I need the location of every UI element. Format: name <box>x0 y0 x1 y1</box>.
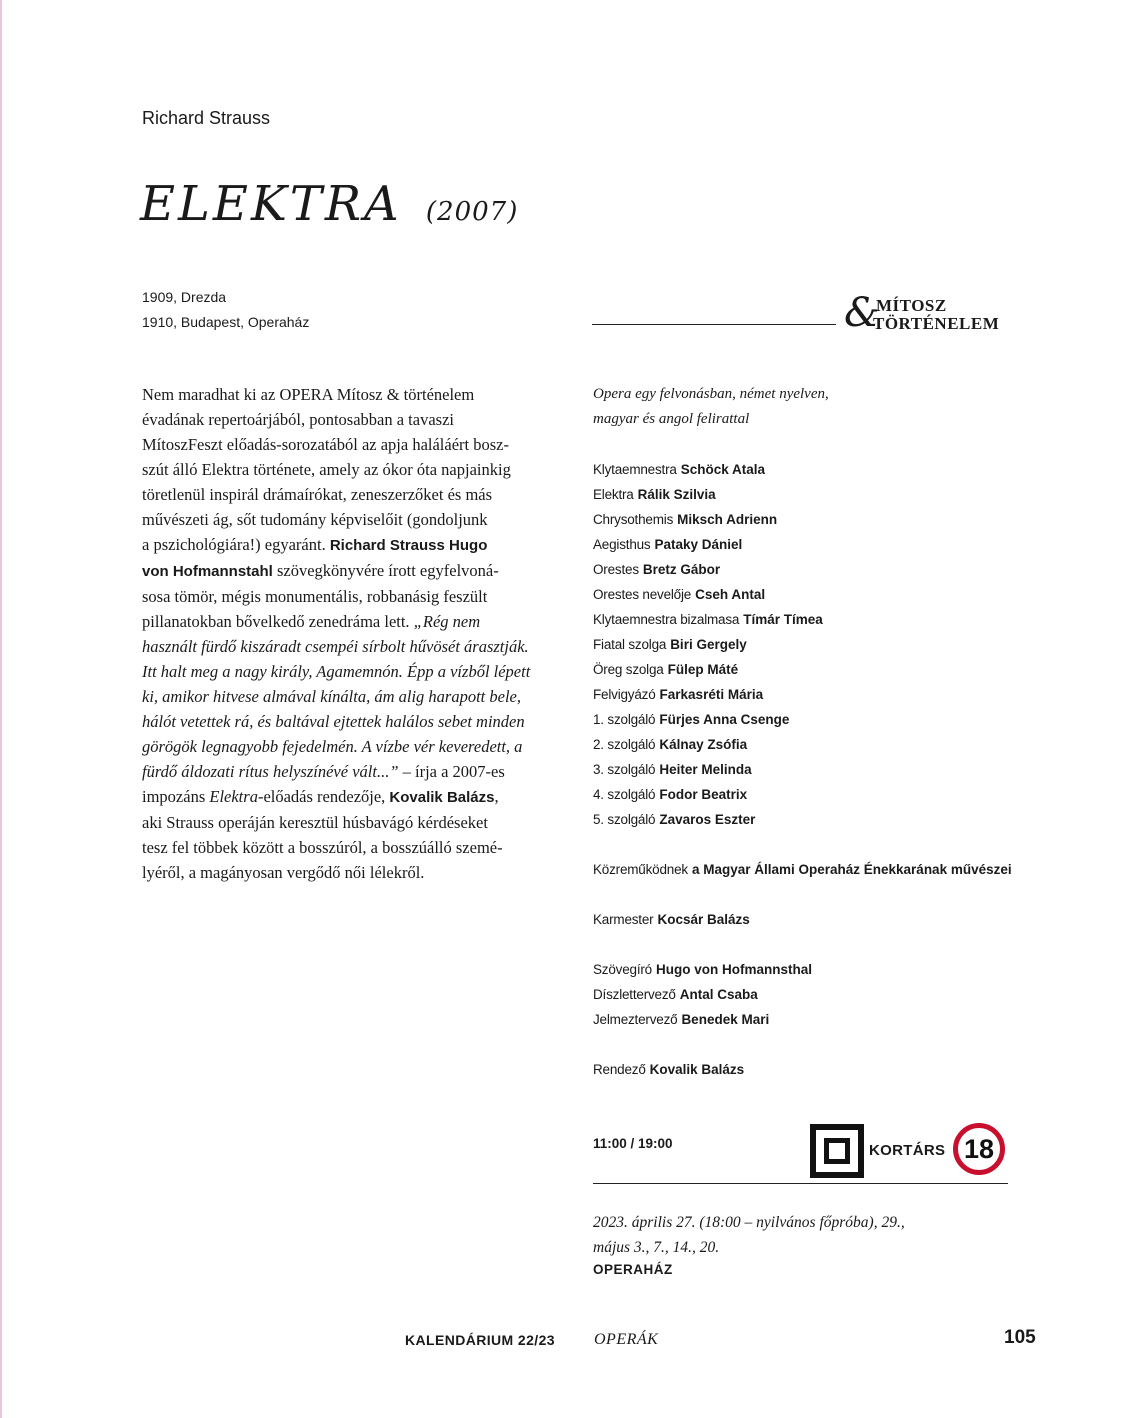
credit-role: Rendező <box>593 1062 646 1077</box>
cast-entry <box>593 482 823 507</box>
cast-role: Fiatal szolga <box>593 637 667 652</box>
credit-name: Kocsár Balázs <box>657 912 750 927</box>
cast-role: Öreg szolga <box>593 662 664 677</box>
cast-name: Biri Gergely <box>670 637 747 652</box>
premiere-line: 1909, Drezda <box>142 289 227 305</box>
cast-list <box>593 457 823 832</box>
credit-name: Hugo von Hofmannsthal <box>655 962 812 977</box>
cast-entry <box>593 557 823 582</box>
cast-role: Elektra <box>593 487 634 502</box>
cast-name: Schöck Atala <box>680 462 765 477</box>
intro-quote: „Rég nem <box>413 612 481 631</box>
intro-line: töretlenül inspirál drámaírókat, zeneszerzőket és más <box>142 485 493 504</box>
cast-role: 5. szolgáló <box>593 812 656 827</box>
divider-line <box>592 324 836 325</box>
cast-role: Klytaemnestra <box>593 462 677 477</box>
credit-role: Közreműködnek <box>593 862 688 877</box>
kortars-square-inner <box>824 1138 850 1164</box>
intro-line: évadának repertoárjából, pontosabban a tavaszi <box>142 410 454 429</box>
cast-role: 3. szolgáló <box>593 762 656 777</box>
cast-role: Klytaemnestra bizalmasa <box>593 612 740 627</box>
intro-line: sosa tömör, mégis monumentális, robbanásig feszült <box>142 587 488 606</box>
credit-entry <box>593 907 750 932</box>
intro-quote-line: hálót vetettek rá, és baltával ejtettek halálos sebet minden <box>142 712 525 731</box>
footer-section: OPERÁK <box>594 1331 659 1348</box>
intro-text-run: impozáns <box>142 787 210 806</box>
cast-entry <box>593 582 823 607</box>
intro-text-run: -előadás rendezője, <box>257 787 390 806</box>
premiere-line: 1910, Budapest, Operaház <box>142 314 310 330</box>
intro-line <box>142 609 552 634</box>
cast-name: Zavaros Eszter <box>659 812 756 827</box>
composer-name: Richard Strauss <box>142 108 271 128</box>
cast-entry <box>593 807 823 832</box>
credit-name: Benedek Mari <box>681 1012 770 1027</box>
cast-name: Kálnay Zsófia <box>659 737 748 752</box>
title-text: ELEKTRA <box>140 176 402 232</box>
performance-dates <box>593 1210 905 1260</box>
credit-name: a Magyar Állami Operaház Énekkarának művészei <box>691 862 1012 877</box>
intro-line: MítoszFeszt előadás-sorozatából az apja haláláért bosz- <box>142 435 509 454</box>
cast-entry <box>593 782 823 807</box>
conductor-credit <box>593 907 750 932</box>
intro-text-run: – írja a 2007-es <box>398 762 505 781</box>
intro-quote: fürdő áldozati rítus helyszínévé vált...” <box>142 762 399 781</box>
credit-role: Karmester <box>593 912 654 927</box>
cast-name: Rálik Szilvia <box>637 487 716 502</box>
cast-entry <box>593 607 823 632</box>
cast-role: Orestes <box>593 562 639 577</box>
intro-bold-director: Kovalik Balázs <box>389 789 495 806</box>
credit-entry <box>593 957 812 982</box>
cast-name: Fodor Beatrix <box>659 787 748 802</box>
intro-bold-authors: von Hofmannstahl <box>142 563 273 580</box>
footer-publication: KALENDÁRIUM 22/23 <box>405 1332 555 1348</box>
chorus-credit <box>593 857 1012 882</box>
info-line: magyar és angol felirattal <box>593 411 750 427</box>
cast-name: Miksch Adrienn <box>677 512 778 527</box>
intro-line <box>142 784 552 810</box>
cast-entry <box>593 457 823 482</box>
page-number: 105 <box>1004 1327 1036 1348</box>
intro-line: lyéről, a magányosan vergődő női lélekről. <box>142 863 425 882</box>
intro-text <box>142 382 552 885</box>
cast-entry <box>593 507 823 532</box>
cast-name: Fülep Máté <box>667 662 739 677</box>
logo-word-mitosz: MÍTOSZ <box>876 296 947 315</box>
cast-role: Felvigyázó <box>593 687 656 702</box>
cast-role: 4. szolgáló <box>593 787 656 802</box>
credit-name: Antal Csaba <box>679 987 758 1002</box>
intro-quote-line: Itt halt meg a nagy király, Agamemnón. Épp a vízből lépett <box>142 662 531 681</box>
intro-line: tesz fel többek között a bosszúról, a bosszúálló szemé- <box>142 838 503 857</box>
cast-name: Fürjes Anna Csenge <box>659 712 790 727</box>
page-edge <box>0 0 2 1418</box>
credit-name: Kovalik Balázs <box>649 1062 745 1077</box>
intro-text-run: a pszichológiára!) egyaránt. <box>142 535 330 554</box>
dates-line: május 3., 7., 14., 20. <box>593 1239 720 1256</box>
credit-role: Szövegíró <box>593 962 652 977</box>
cast-entry <box>593 682 823 707</box>
intro-line <box>142 532 552 558</box>
credit-entry <box>593 982 812 1007</box>
intro-italic-title: Elektra <box>209 787 258 806</box>
age-rating-badge: 18 <box>953 1123 1005 1175</box>
cast-entry <box>593 632 823 657</box>
credit-entry <box>593 1007 812 1032</box>
cast-entry <box>593 707 823 732</box>
intro-line: aki Strauss operáján keresztül húsbavágó kérdéseket <box>142 813 488 832</box>
intro-line <box>142 759 552 784</box>
cast-role: Chrysothemis <box>593 512 674 527</box>
cast-entry <box>593 732 823 757</box>
cast-entry <box>593 532 823 557</box>
intro-text-run: szövegkönyvére írott egyfelvoná- <box>272 561 499 580</box>
cast-name: Heiter Melinda <box>659 762 752 777</box>
cast-name: Cseh Antal <box>695 587 766 602</box>
kortars-square-icon <box>810 1124 864 1178</box>
intro-line: művészeti ág, sőt tudomány képviselőit (gondoljunk <box>142 510 488 529</box>
category-label: KORTÁRS <box>869 1142 946 1159</box>
season-logo <box>592 290 1042 340</box>
cast-role: Aegisthus <box>593 537 651 552</box>
premieres <box>142 285 309 335</box>
credit-role: Díszlettervező <box>593 987 676 1002</box>
cast-name: Bretz Gábor <box>642 562 721 577</box>
logo-ampersand: & <box>844 290 880 336</box>
creative-team <box>593 957 812 1032</box>
cast-entry <box>593 657 823 682</box>
logo-word-tortenelem: TÖRTÉNELEM <box>873 314 1000 333</box>
opera-title <box>140 176 518 232</box>
cast-role: 1. szolgáló <box>593 712 656 727</box>
production-year: (2007) <box>425 197 519 227</box>
performance-info <box>593 382 829 432</box>
cast-role: Orestes nevelője <box>593 587 692 602</box>
showtime: 11:00 / 19:00 <box>593 1136 673 1151</box>
intro-bold-authors: Richard Strauss Hugo <box>329 537 488 554</box>
intro-text-run: pillanatokban bővelkedő zenedráma lett. <box>142 612 414 631</box>
intro-line: Nem maradhat ki az OPERA Mítosz & történelem <box>142 385 475 404</box>
intro-line: szút álló Elektra története, amely az ókor óta napjainkig <box>142 460 511 479</box>
cast-entry <box>593 757 823 782</box>
intro-quote-line: ki, amikor hitvese almával kínálta, ám alig harapott bele, <box>142 687 521 706</box>
credit-role: Jelmeztervező <box>593 1012 678 1027</box>
credit-entry <box>593 1057 744 1082</box>
venue: OPERAHÁZ <box>593 1262 673 1277</box>
intro-quote-line: használt fürdő kiszáradt csempéi sírbolt hűvösét árasztják. <box>142 637 529 656</box>
credit-entry <box>593 857 1012 882</box>
dates-line: 2023. április 27. (18:00 – nyilvános főpróba), 29., <box>593 1214 905 1231</box>
intro-quote-line: görögök legnagyobb fejedelmén. A vízbe vér keveredett, a <box>142 737 523 756</box>
director-credit <box>593 1057 744 1082</box>
cast-role: 2. szolgáló <box>593 737 656 752</box>
intro-line <box>142 558 552 584</box>
intro-text-run: , <box>494 787 499 806</box>
info-line: Opera egy felvonásban, német nyelven, <box>593 386 829 402</box>
cast-name: Tímár Tímea <box>743 612 823 627</box>
cast-name: Farkasréti Mária <box>659 687 764 702</box>
cast-name: Pataky Dániel <box>654 537 743 552</box>
schedule-divider <box>593 1183 1008 1184</box>
